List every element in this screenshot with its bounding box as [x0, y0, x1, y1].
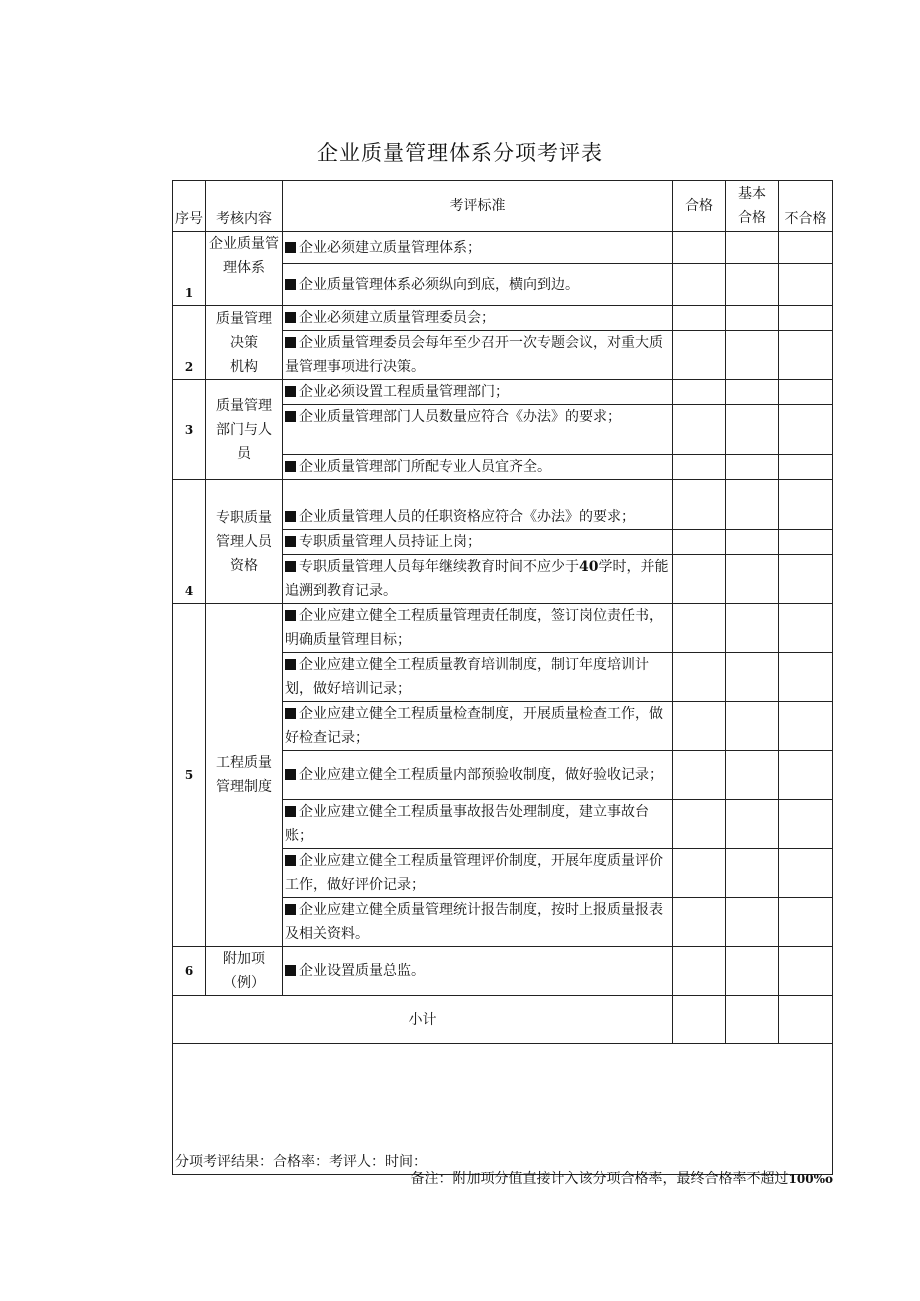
- result-cell[interactable]: [173, 1044, 833, 1175]
- fail-cell[interactable]: [779, 380, 833, 405]
- pass-cell[interactable]: [673, 898, 726, 947]
- criteria-item: 企业必须设置工程质量管理部门；: [283, 380, 673, 405]
- criteria-item: 专职质量管理人员每年继续教育时间不应少于40学时，并能追溯到教育记录。: [283, 555, 673, 604]
- criteria-item: 企业应建立健全工程质量管理评价制度，开展年度质量评价工作，做好评价记录；: [283, 849, 673, 898]
- fail-cell[interactable]: [779, 232, 833, 264]
- criteria-item: 企业必须建立质量管理体系；: [283, 232, 673, 264]
- basic-pass-cell[interactable]: [726, 702, 779, 751]
- basic-pass-cell[interactable]: [726, 405, 779, 455]
- header-content: 考核内容: [206, 181, 283, 232]
- fail-cell[interactable]: [779, 849, 833, 898]
- basic-pass-cell[interactable]: [726, 604, 779, 653]
- criteria-item: 企业应建立健全工程质量检查制度，开展质量检查工作，做好检查记录；: [283, 702, 673, 751]
- basic-pass-cell[interactable]: [726, 264, 779, 306]
- fail-cell[interactable]: [779, 555, 833, 604]
- square-bullet-icon: [285, 806, 296, 817]
- header-seq: 序号: [173, 181, 206, 232]
- basic-pass-cell[interactable]: [726, 380, 779, 405]
- basic-pass-subtotal-cell[interactable]: [726, 996, 779, 1044]
- square-bullet-icon: [285, 461, 296, 472]
- basic-pass-cell[interactable]: [726, 232, 779, 264]
- square-bullet-icon: [285, 279, 296, 290]
- criteria-item: 企业应建立健全工程质量事故报告处理制度，建立事故台账；: [283, 800, 673, 849]
- fail-cell[interactable]: [779, 405, 833, 455]
- fail-cell[interactable]: [779, 455, 833, 480]
- criteria-item: 企业应建立健全工程质量教育培训制度，制订年度培训计划，做好培训记录；: [283, 653, 673, 702]
- pass-cell[interactable]: [673, 849, 726, 898]
- pass-cell[interactable]: [673, 530, 726, 555]
- footnote-value: 100%o: [788, 1172, 833, 1186]
- header-basic-pass-line2: 合格: [738, 210, 766, 226]
- pass-cell[interactable]: [673, 555, 726, 604]
- footnote: [0, 1168, 833, 1188]
- table-row: [173, 306, 833, 331]
- subtotal-row: [173, 996, 833, 1044]
- basic-pass-cell[interactable]: [726, 480, 779, 530]
- criteria-item: 企业质量管理部门所配专业人员宜齐全。: [283, 455, 673, 480]
- table-row: [173, 480, 833, 530]
- square-bullet-icon: [285, 242, 296, 253]
- header-row: [173, 181, 833, 232]
- basic-pass-cell[interactable]: [726, 800, 779, 849]
- assessment-content: 质量管理 部门与人 员: [206, 380, 283, 480]
- basic-pass-cell[interactable]: [726, 898, 779, 947]
- pass-cell[interactable]: [673, 380, 726, 405]
- square-bullet-icon: [285, 411, 296, 422]
- pass-cell[interactable]: [673, 947, 726, 996]
- pass-cell[interactable]: [673, 702, 726, 751]
- subtotal-label: 小计: [173, 996, 673, 1044]
- evaluation-table: [172, 180, 833, 1175]
- fail-cell[interactable]: [779, 331, 833, 380]
- table-row: [173, 947, 833, 996]
- assessment-content: 质量管理 决策 机构: [206, 306, 283, 380]
- header-fail: 不合格: [779, 181, 833, 232]
- pass-cell[interactable]: [673, 405, 726, 455]
- square-bullet-icon: [285, 708, 296, 719]
- fail-cell[interactable]: [779, 264, 833, 306]
- basic-pass-cell[interactable]: [726, 947, 779, 996]
- assessment-content: 工程质量 管理制度: [206, 604, 283, 947]
- basic-pass-cell[interactable]: [726, 653, 779, 702]
- criteria-item: 企业应建立健全工程质量内部预验收制度，做好验收记录；: [283, 751, 673, 800]
- assessment-content: 企业质量管理体系: [206, 232, 283, 306]
- row-number: 3: [173, 380, 206, 480]
- criteria-item: 企业质量管理委员会每年至少召开一次专题会议，对重大质量管理事项进行决策。: [283, 331, 673, 380]
- fail-cell[interactable]: [779, 530, 833, 555]
- basic-pass-cell[interactable]: [726, 530, 779, 555]
- table-row: [173, 380, 833, 405]
- pass-cell[interactable]: [673, 653, 726, 702]
- fail-cell[interactable]: [779, 898, 833, 947]
- criteria-item: 专职质量管理人员持证上岗；: [283, 530, 673, 555]
- square-bullet-icon: [285, 561, 296, 572]
- pass-cell[interactable]: [673, 455, 726, 480]
- fail-cell[interactable]: [779, 653, 833, 702]
- square-bullet-icon: [285, 965, 296, 976]
- fail-subtotal-cell[interactable]: [779, 996, 833, 1044]
- pass-cell[interactable]: [673, 232, 726, 264]
- fail-cell[interactable]: [779, 751, 833, 800]
- square-bullet-icon: [285, 337, 296, 348]
- fail-cell[interactable]: [779, 480, 833, 530]
- pass-cell[interactable]: [673, 264, 726, 306]
- square-bullet-icon: [285, 536, 296, 547]
- fail-cell[interactable]: [779, 800, 833, 849]
- basic-pass-cell[interactable]: [726, 306, 779, 331]
- square-bullet-icon: [285, 511, 296, 522]
- result-row: [173, 1044, 833, 1175]
- row-number: 1: [173, 232, 206, 306]
- square-bullet-icon: [285, 610, 296, 621]
- fail-cell[interactable]: [779, 947, 833, 996]
- pass-subtotal-cell[interactable]: [673, 996, 726, 1044]
- row-number: 4: [173, 480, 206, 604]
- pass-cell[interactable]: [673, 331, 726, 380]
- square-bullet-icon: [285, 659, 296, 670]
- fail-cell[interactable]: [779, 306, 833, 331]
- pass-cell[interactable]: [673, 480, 726, 530]
- criteria-item: 企业必须建立质量管理委员会；: [283, 306, 673, 331]
- criteria-item: 企业质量管理人员的任职资格应符合《办法》的要求；: [283, 480, 673, 530]
- pass-cell[interactable]: [673, 306, 726, 331]
- basic-pass-cell[interactable]: [726, 455, 779, 480]
- header-basic-pass-line1: 基本: [738, 186, 766, 202]
- square-bullet-icon: [285, 904, 296, 915]
- criteria-item: 企业应建立健全工程质量管理责任制度，签订岗位责任书，明确质量管理目标；: [283, 604, 673, 653]
- basic-pass-cell[interactable]: [726, 751, 779, 800]
- fail-cell[interactable]: [779, 604, 833, 653]
- page-title: 企业质量管理体系分项考评表: [317, 141, 603, 165]
- square-bullet-icon: [285, 855, 296, 866]
- criteria-item: 企业应建立健全质量管理统计报告制度，按时上报质量报表及相关资料。: [283, 898, 673, 947]
- result-line: 分项考评结果：合格率：考评人：时间：: [175, 1154, 427, 1170]
- basic-pass-cell[interactable]: [726, 331, 779, 380]
- row-number: 5: [173, 604, 206, 947]
- table-row: [173, 604, 833, 653]
- pass-cell[interactable]: [673, 751, 726, 800]
- fail-cell[interactable]: [779, 702, 833, 751]
- assessment-content: 专职质量 管理人员 资格: [206, 480, 283, 604]
- pass-cell[interactable]: [673, 604, 726, 653]
- basic-pass-cell[interactable]: [726, 555, 779, 604]
- basic-pass-cell[interactable]: [726, 849, 779, 898]
- header-pass: 合格: [673, 181, 726, 232]
- row-number: 2: [173, 306, 206, 380]
- criteria-item: 企业质量管理部门人员数量应符合《办法》的要求；: [283, 405, 673, 455]
- square-bullet-icon: [285, 312, 296, 323]
- row-number: 6: [173, 947, 206, 996]
- table-row: [173, 232, 833, 264]
- header-basic-pass: [726, 181, 779, 232]
- header-criteria: 考评标准: [283, 181, 673, 232]
- criteria-item: 企业设置质量总监。: [283, 947, 673, 996]
- square-bullet-icon: [285, 769, 296, 780]
- footnote-text: 备注：附加项分值直接计入该分项合格率，最终合格率不超过: [410, 1171, 789, 1187]
- assessment-content: 附加项 （例）: [206, 947, 283, 996]
- criteria-item: 企业质量管理体系必须纵向到底，横向到边。: [283, 264, 673, 306]
- pass-cell[interactable]: [673, 800, 726, 849]
- square-bullet-icon: [285, 386, 296, 397]
